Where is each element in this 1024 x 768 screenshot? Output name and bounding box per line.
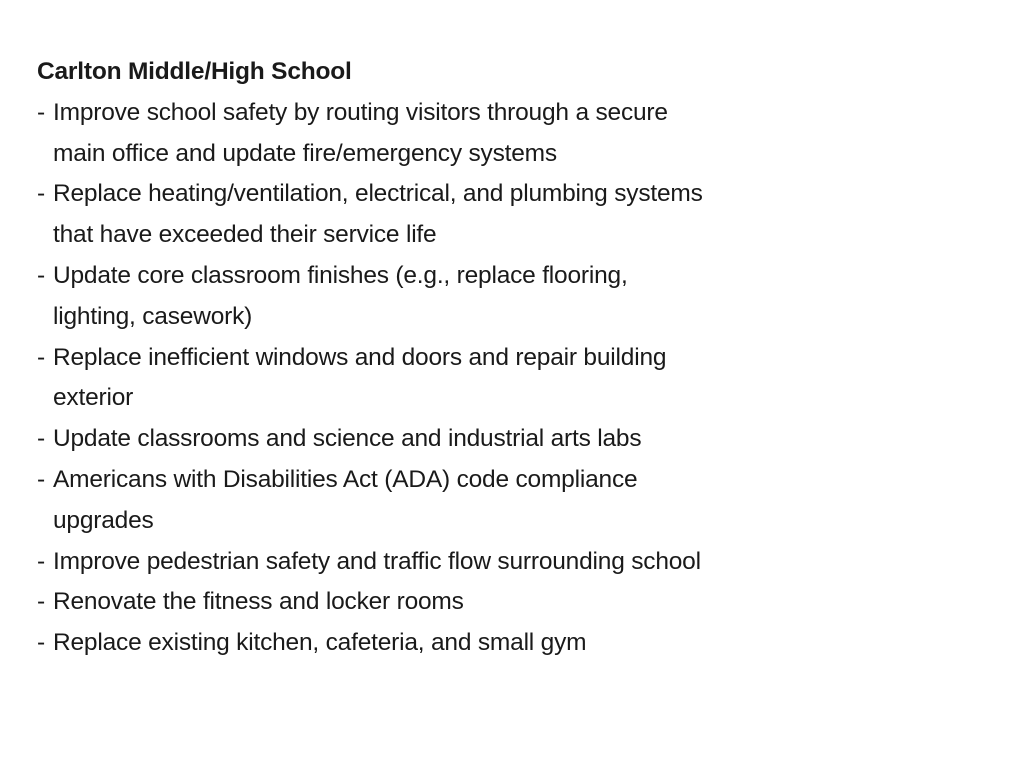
bullet-dash: - (37, 180, 45, 208)
list-item (37, 338, 997, 420)
bullet-dash: - (37, 343, 45, 371)
bullet-dash: - (37, 588, 45, 616)
bullet-dash: - (37, 261, 45, 289)
list-item (37, 256, 997, 338)
project-list (37, 93, 997, 664)
list-item (37, 93, 997, 175)
list-item (37, 419, 997, 460)
list-item-text: Improve school safety by routing visitors through a secure main office and update fire/emergency systems (53, 98, 668, 167)
list-item-text: Improve pedestrian safety and traffic flow surrounding school (53, 547, 701, 575)
bullet-dash: - (37, 425, 45, 453)
list-item-text: Update classrooms and science and industrial arts labs (53, 425, 642, 453)
list-item (37, 542, 997, 583)
list-item-text: Replace existing kitchen, cafeteria, and small gym (53, 629, 587, 657)
school-title: Carlton Middle/High School (37, 58, 352, 85)
list-item (37, 623, 997, 664)
slide-content (37, 52, 997, 664)
list-item-text: Americans with Disabilities Act (ADA) code compliance upgrades (53, 465, 638, 534)
bullet-dash: - (37, 547, 45, 575)
list-item-text: Replace heating/ventilation, electrical, and plumbing systems that have exceeded their service life (53, 180, 703, 249)
list-item (37, 174, 997, 256)
list-item-text: Update core classroom finishes (e.g., replace flooring, lighting, casework) (53, 261, 628, 330)
bullet-dash: - (37, 465, 45, 493)
list-item (37, 582, 997, 623)
list-item-text: Renovate the fitness and locker rooms (53, 588, 464, 616)
bullet-dash: - (37, 98, 45, 126)
list-item (37, 460, 997, 542)
list-item-text: Replace inefficient windows and doors and repair building exterior (53, 343, 667, 412)
bullet-dash: - (37, 629, 45, 657)
